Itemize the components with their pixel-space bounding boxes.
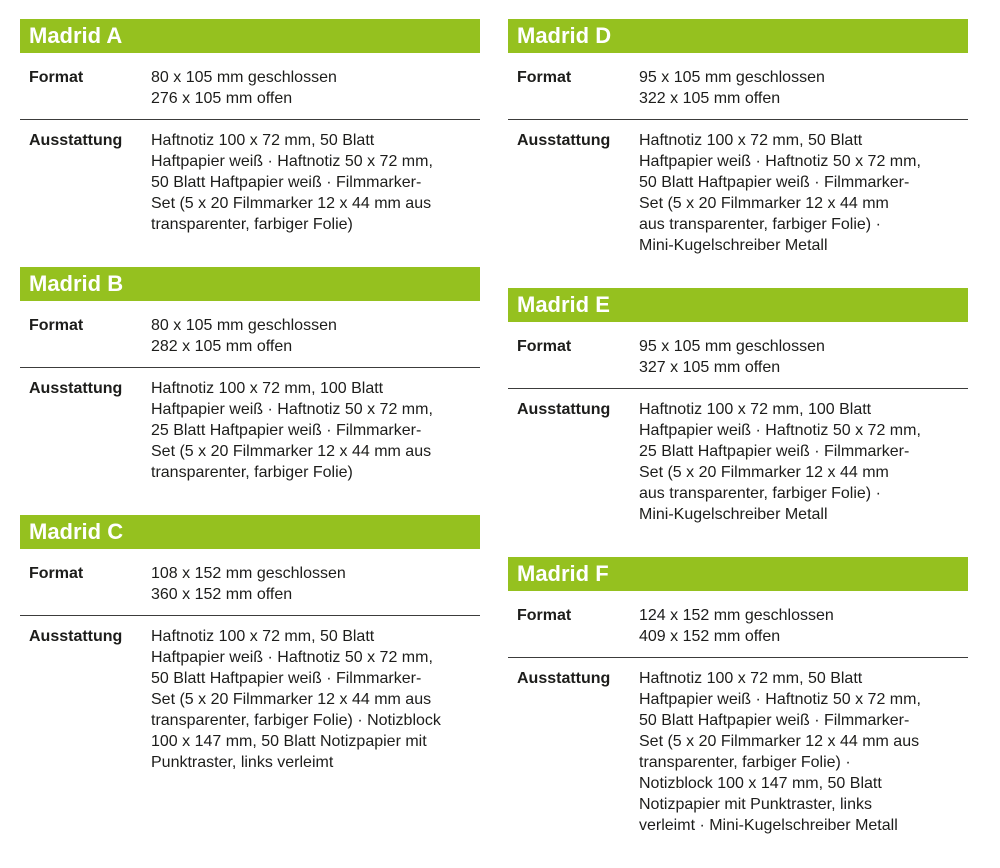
format-value: 124 x 152 mm geschlossen 409 x 152 mm offen [639, 607, 834, 645]
equipment-label: Ausstattung [29, 132, 123, 149]
equipment-value: Haftnotiz 100 x 72 mm, 100 Blatt Haftpapier weiß · Haftnotiz 50 x 72 mm, 25 Blatt Haftpapier weiß · Filmmarker- Set (5 x 20 Filmmarker 12 x 44 mm aus transparenter, farbiger Folie) · Mini-Kugelschreiber Metall [639, 401, 921, 523]
format-label: Format [29, 317, 84, 334]
product-title: Madrid B [20, 267, 480, 301]
format-value: 95 x 105 mm geschlossen 322 x 105 mm offen [639, 69, 825, 107]
product-madrid-b [20, 267, 480, 483]
equipment-value: Haftnotiz 100 x 72 mm, 50 Blatt Haftpapier weiß · Haftnotiz 50 x 72 mm, 50 Blatt Haftpapier weiß · Filmmarker- Set (5 x 20 Filmmarker 12 x 44 mm aus transparenter, farbiger Folie) [151, 132, 433, 233]
equipment-value: Haftnotiz 100 x 72 mm, 50 Blatt Haftpapier weiß · Haftnotiz 50 x 72 mm, 50 Blatt Haftpapier weiß · Filmmarker- Set (5 x 20 Filmmarker 12 x 44 mm aus transparenter, farbiger Folie) · Notizblock 100 x 147 mm, 50 Blatt Notizpapier mit Punktraster, links verleimt [151, 628, 441, 771]
equipment-row [508, 120, 968, 256]
format-label: Format [517, 338, 572, 355]
format-label: Format [517, 607, 572, 624]
product-title: Madrid F [508, 557, 968, 591]
product-madrid-c [20, 515, 480, 773]
format-value: 80 x 105 mm geschlossen 282 x 105 mm offen [151, 317, 337, 355]
equipment-row [20, 616, 480, 773]
format-label: Format [517, 69, 572, 86]
format-row [508, 591, 968, 658]
equipment-row [508, 389, 968, 525]
product-title: Madrid D [508, 19, 968, 53]
equipment-row [20, 368, 480, 483]
product-madrid-a [20, 19, 480, 235]
product-madrid-d [508, 19, 968, 256]
product-title: Madrid E [508, 288, 968, 322]
equipment-label: Ausstattung [517, 401, 611, 418]
equipment-row [20, 120, 480, 235]
product-title: Madrid C [20, 515, 480, 549]
equipment-label: Ausstattung [517, 132, 611, 149]
equipment-row [508, 658, 968, 836]
equipment-value: Haftnotiz 100 x 72 mm, 50 Blatt Haftpapier weiß · Haftnotiz 50 x 72 mm, 50 Blatt Haftpapier weiß · Filmmarker- Set (5 x 20 Filmmarker 12 x 44 mm aus transparenter, farbiger Folie) · Notizblock 100 x 147 mm, 50 Blatt Notizpapier mit Punktraster, links verleimt · Mini-Kugelschreiber Metall [639, 670, 921, 834]
equipment-value: Haftnotiz 100 x 72 mm, 100 Blatt Haftpapier weiß · Haftnotiz 50 x 72 mm, 25 Blatt Haftpapier weiß · Filmmarker- Set (5 x 20 Filmmarker 12 x 44 mm aus transparenter, farbiger Folie) [151, 380, 433, 481]
format-value: 80 x 105 mm geschlossen 276 x 105 mm offen [151, 69, 337, 107]
product-madrid-e [508, 288, 968, 525]
right-column [508, 19, 968, 868]
format-row [508, 322, 968, 389]
format-value: 95 x 105 mm geschlossen 327 x 105 mm offen [639, 338, 825, 376]
format-value: 108 x 152 mm geschlossen 360 x 152 mm offen [151, 565, 346, 603]
product-title: Madrid A [20, 19, 480, 53]
equipment-label: Ausstattung [29, 628, 123, 645]
equipment-value: Haftnotiz 100 x 72 mm, 50 Blatt Haftpapier weiß · Haftnotiz 50 x 72 mm, 50 Blatt Haftpapier weiß · Filmmarker- Set (5 x 20 Filmmarker 12 x 44 mm aus transparenter, farbiger Folie) · Mini-Kugelschreiber Metall [639, 132, 921, 254]
format-row [20, 301, 480, 368]
format-label: Format [29, 69, 84, 86]
equipment-label: Ausstattung [517, 670, 611, 687]
equipment-label: Ausstattung [29, 380, 123, 397]
format-row [508, 53, 968, 120]
format-label: Format [29, 565, 84, 582]
format-row [20, 53, 480, 120]
left-column [20, 19, 480, 805]
format-row [20, 549, 480, 616]
product-madrid-f [508, 557, 968, 836]
